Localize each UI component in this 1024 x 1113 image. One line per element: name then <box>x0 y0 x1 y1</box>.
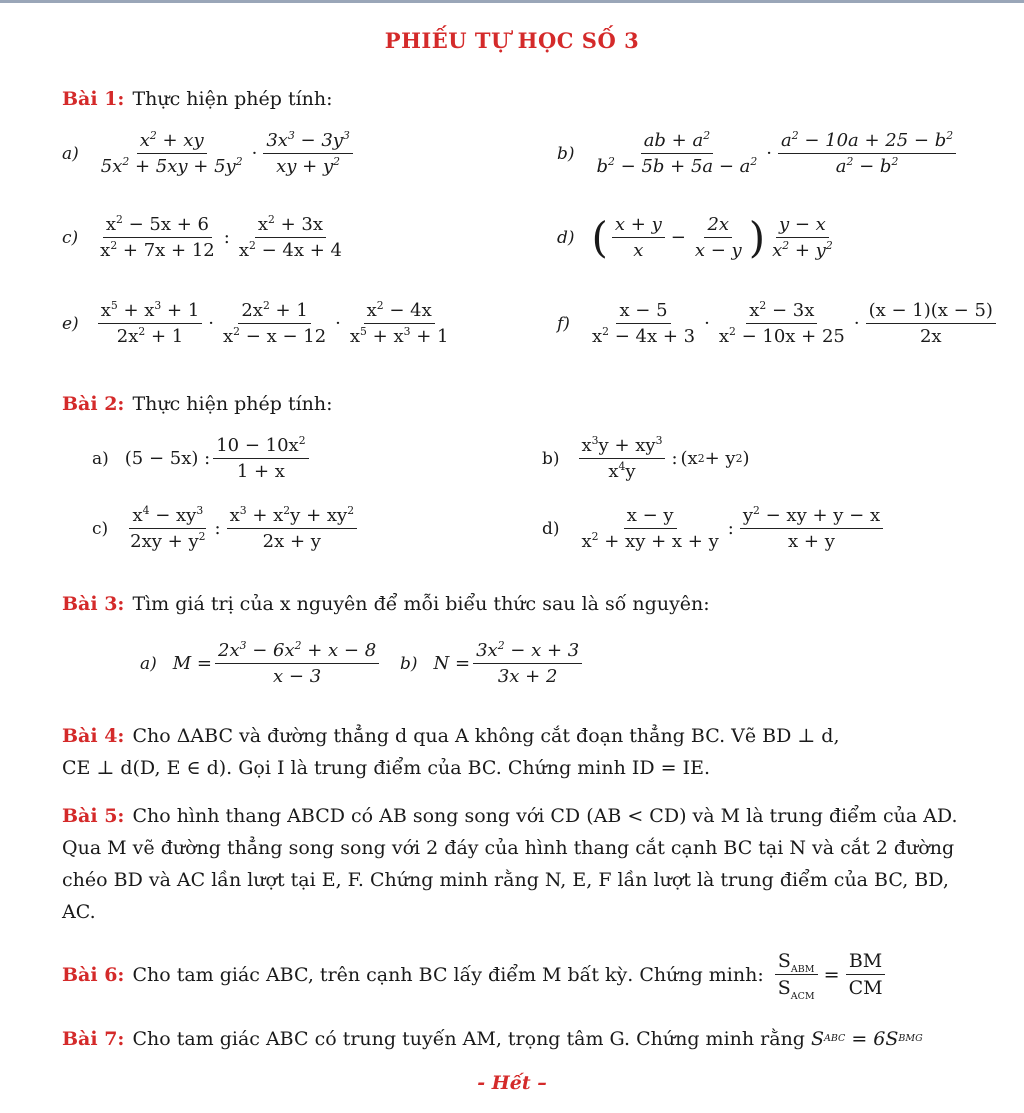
item-label: f) <box>557 313 570 334</box>
bai5-label: Bài 5: <box>62 805 125 827</box>
bai1-item-f <box>557 300 999 347</box>
bai4-label: Bài 4: <box>62 725 125 747</box>
math-expression: $\frac{x^4 - xy^3}{2xy + y^2}$ : $\frac{x^3 + x^2y + xy^2}{2x + y}$ <box>124 505 360 552</box>
bai7-text: Cho tam giác ABC có trung tuyến AM, trọng tâm G. Chứng minh rằng <box>132 1028 805 1050</box>
math-expression: ( $\frac{x + y}{x}$ − $\frac{2x}{x - y}$ ) $\frac{y - x}{x^2 + y^2}$ <box>591 212 833 262</box>
bai2-heading <box>62 393 333 415</box>
math-expression: $\frac{x^2 + xy}{5x^2 + 5xy + 5y^2}$ · $\frac{3x^3 - 3y^3}{xy + y^2}$ <box>95 130 356 177</box>
item-label: d) <box>542 518 560 539</box>
bai2-text: Thực hiện phép tính: <box>132 393 333 415</box>
bai2-item-b <box>542 435 749 482</box>
math-expression: $\frac{x^3y + xy^3}{x^4y}$ : (x 2 + y 2 ) <box>576 435 750 482</box>
bai3-heading <box>62 593 710 615</box>
math-expression: S ABC = 6S BMG <box>810 1028 923 1050</box>
bai2-label: Bài 2: <box>62 393 125 415</box>
item-label: a) <box>62 143 79 164</box>
bai2-item-a <box>92 435 312 482</box>
bai6-line <box>62 950 889 1002</box>
item-label: a) <box>92 448 109 469</box>
bai7-label: Bài 7: <box>62 1028 125 1050</box>
math-expression: $\frac{x - 5}{x^2 - 4x + 3}$ · $\frac{x^2 - 3x}{x^2 - 10x + 25}$ · $\frac{(x - 1)(x - 5)}{2x}$ <box>586 300 999 347</box>
item-label: b) <box>557 143 575 164</box>
bai2-item-c <box>92 505 360 552</box>
math-expression: N = $\frac{3x^2 - x + 3}{3x + 2}$ <box>434 640 586 687</box>
math-expression: $\frac{ab + a^2}{b^2 - 5b + 5a - a^2}$ · $\frac{a^2 - 10a + 25 - b^2}{a^2 - b^2}$ <box>591 130 960 177</box>
bai2-item-d <box>542 505 886 552</box>
bai1-item-e <box>62 300 454 347</box>
bai1-item-b <box>557 130 959 177</box>
item-label: b) <box>400 653 418 674</box>
bai1-label: Bài 1: <box>62 88 125 110</box>
bai1-text: Thực hiện phép tính: <box>132 88 333 110</box>
bai1-item-c <box>62 214 348 261</box>
item-label: d) <box>557 227 575 248</box>
math-expression: M = $\frac{2x^3 - 6x^2 + x - 8}{x - 3}$ <box>173 640 382 687</box>
bai6-label: Bài 6: <box>62 963 125 986</box>
bai3-text: Tìm giá trị của x nguyên để mỗi biểu thức sau là số nguyên: <box>132 593 710 615</box>
bai1-item-a <box>62 130 356 177</box>
bai3-item-a <box>140 640 382 687</box>
bai1-heading <box>62 88 333 110</box>
bai3-item-b <box>400 640 585 687</box>
item-label: c) <box>62 227 79 248</box>
top-border <box>0 0 1024 3</box>
bai5-text: Cho hình thang ABCD có AB song song với CD (AB < CD) và M là trung điểm của AD. Qua M vẽ đường thẳng song song với 2 đáy của hình thang cắt cạnh BC tại N và cắt 2 đường chéo BD và AC lần lượt tại E, F. Chứng minh rằng N, E, F lần lượt là trung điểm của BC, BD, AC. <box>62 805 958 923</box>
item-label: b) <box>542 448 560 469</box>
bai5-paragraph <box>62 800 962 928</box>
math-expression: $\frac{x - y}{x^2 + xy + x + y}$ : $\frac{y^2 - xy + y - x}{x + y}$ <box>576 505 887 552</box>
math-expression: (5 − 5x) : $\frac{10 - 10x^2}{1 + x}$ <box>125 435 312 482</box>
bai4-line2: CE ⊥ d(D, E ∈ d). Gọi I là trung điểm của BC. Chứng minh ID = IE. <box>62 757 711 779</box>
math-expression: $\frac{x^5 + x^3 + 1}{2x^2 + 1}$ · $\frac{2x^2 + 1}{x^2 - x - 12}$ · $\frac{x^2 - 4x}{x^5 + x^3 + 1}$ <box>95 300 455 347</box>
item-label: a) <box>140 653 157 674</box>
page-title: PHIẾU TỰ HỌC SỐ 3 <box>384 28 640 53</box>
bai6-text: Cho tam giác ABC, trên cạnh BC lấy điểm M bất kỳ. Chứng minh: <box>132 963 764 986</box>
item-label: c) <box>92 518 109 539</box>
math-expression: $\frac{x^2 - 5x + 6}{x^2 + 7x + 12}$ : $\frac{x^2 + 3x}{x^2 - 4x + 4}$ <box>100 213 342 261</box>
bai1-item-d <box>557 214 839 261</box>
bai4-line1: Cho ΔABC và đường thẳng d qua A không cắt đoạn thẳng BC. Vẽ BD ⊥ d, <box>132 725 840 747</box>
footer-end: - Hết – <box>477 1072 547 1094</box>
math-expression: $\frac{S_{ABM}}{S_{ACM}}$ = $\frac{BM}{CM}$ <box>772 950 889 999</box>
bai4-paragraph <box>62 720 982 784</box>
item-label: e) <box>62 313 79 334</box>
bai7-line <box>62 1028 923 1050</box>
bai3-label: Bài 3: <box>62 593 125 615</box>
